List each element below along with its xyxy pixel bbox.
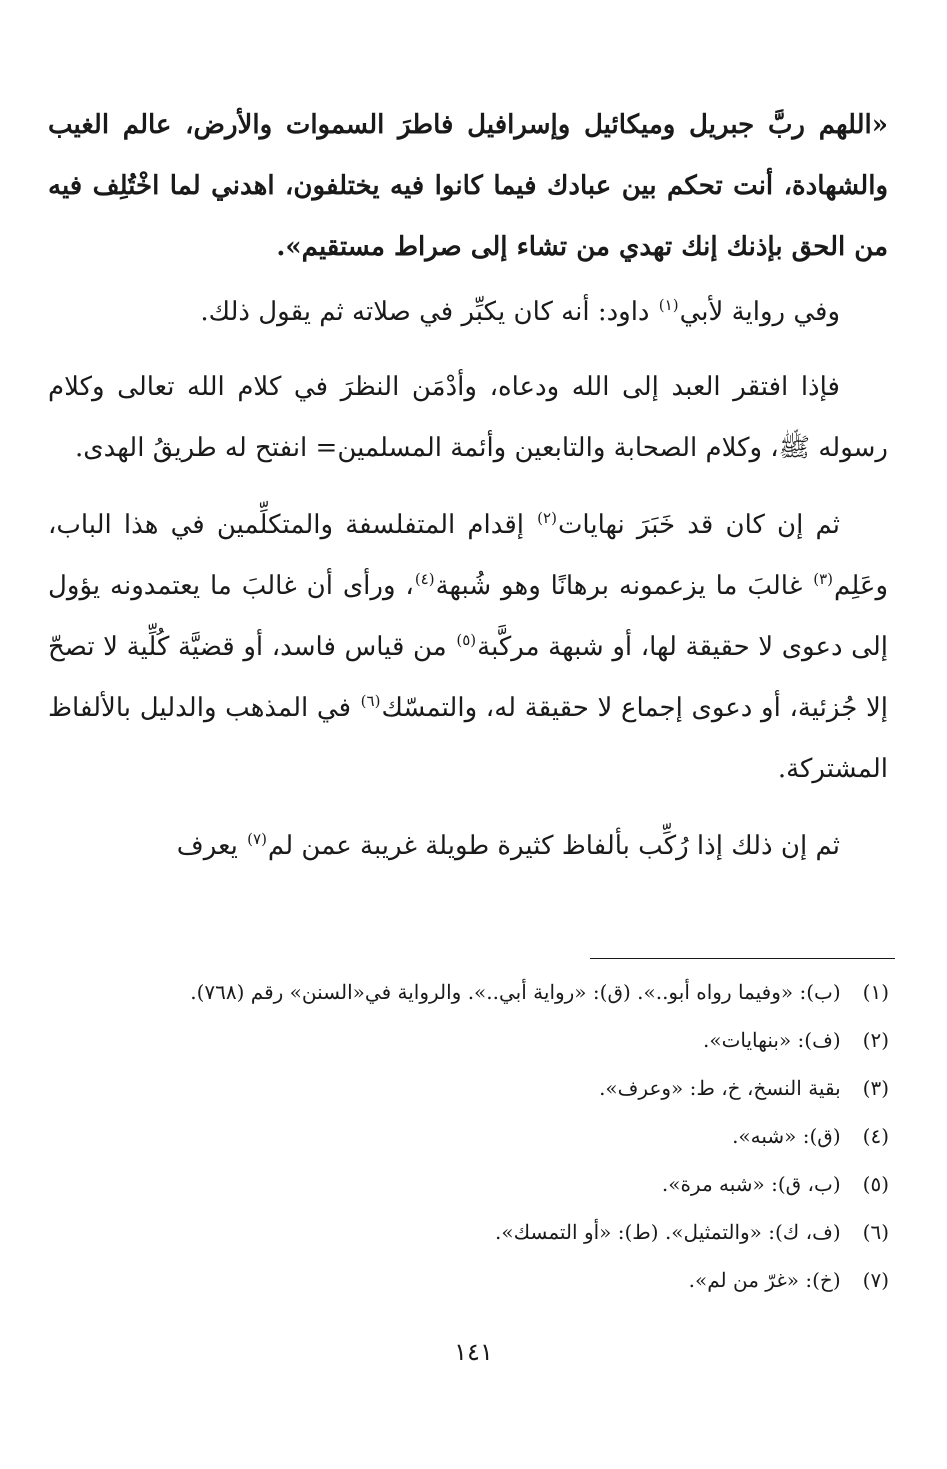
footnote-separator xyxy=(590,958,895,959)
paragraph-continuation xyxy=(48,816,888,877)
main-text xyxy=(48,95,888,877)
footnote-4 xyxy=(69,1112,889,1160)
footnote-ref-2: (٢) xyxy=(537,509,557,528)
paragraph-philosophers xyxy=(48,495,888,800)
text-segment: إقدام المتفلسفة والمتكلِّمين في هذا الباب، وعَلِم xyxy=(48,510,888,601)
footnote-number: (١) xyxy=(862,980,889,1004)
footnote-7 xyxy=(69,1256,889,1304)
footnote-text: (ف، ك): «والتمثيل». (ط): «أو التمسك». xyxy=(495,1220,841,1244)
footnote-ref-7: (٧) xyxy=(247,830,267,849)
footnote-ref-4: (٤) xyxy=(414,570,435,589)
text-segment: في المذهب والدليل بالألفاظ المشتركة. xyxy=(48,693,888,784)
text-segment: داود: أنه كان يكبِّر في صلاته ثم يقول ذلك. xyxy=(200,297,658,327)
footnote-text: (ب، ق): «شبه مرة». xyxy=(661,1172,841,1196)
footnote-number: (٦) xyxy=(862,1220,889,1244)
paragraph-abu-dawud xyxy=(48,282,888,343)
footnote-1 xyxy=(69,968,889,1016)
paragraph-dua: «اللهم ربَّ جبريل وميكائيل وإسرافيل فاطرَ السموات والأرض، عالم الغيب والشهادة، أنت تحكم بين عبادك فيما كانوا فيه يختلفون، اهدني لما اخْتُلِف فيه من الحق بإذنك إنك تهدي من تشاء إلى صراط مستقيم». xyxy=(48,110,888,262)
footnote-3 xyxy=(69,1064,889,1112)
text-segment: من قياس فاسد، أو قضيَّة كُلِّية لا تصحّ إلا جُزئية، أو دعوى إجماع لا حقيقة له، والتمسّك xyxy=(48,632,889,723)
footnote-ref-3: (٣) xyxy=(813,570,834,589)
footnote-5 xyxy=(69,1160,889,1208)
text-segment: ، ورأى أن غالبَ ما يعتمدونه يؤول إلى دعوى لا حقيقة لها، أو شبهة مركَّبة xyxy=(48,571,888,662)
footnote-text: (خ): «غرّ من لم». xyxy=(688,1268,841,1292)
footnotes xyxy=(69,968,889,1304)
text-segment: وفي رواية لأبي xyxy=(679,297,840,327)
footnote-number: (٤) xyxy=(862,1124,889,1148)
footnote-text: (ف): «بنهايات». xyxy=(702,1028,841,1052)
page-number: ١٤١ xyxy=(454,1338,493,1366)
footnote-number: (٢) xyxy=(862,1028,889,1052)
footnote-text: (ق): «شبه». xyxy=(732,1124,841,1148)
footnote-text: (ب): «وفيما رواه أبو..». (ق): «رواية أبي..». والرواية في«السنن» رقم (٧٦٨). xyxy=(190,980,841,1004)
text-segment: يعرف xyxy=(176,831,247,861)
text-segment: غالبَ ما يزعمونه برهانًا وهو شُبهة xyxy=(435,571,813,601)
footnote-ref-5: (٥) xyxy=(456,631,477,650)
footnote-ref-6: (٦) xyxy=(360,692,381,711)
footnote-number: (٧) xyxy=(862,1268,889,1292)
footnote-ref-1: (١) xyxy=(658,296,679,315)
text-segment: ثم إن كان قد خَبَرَ نهايات xyxy=(557,510,840,540)
text-segment: ثم إن ذلك إذا رُكِّب بألفاظ كثيرة طويلة غريبة عمن لم xyxy=(267,831,840,861)
footnote-2 xyxy=(69,1016,889,1064)
footnote-text: بقية النسخ، خ، ط: «وعرف». xyxy=(599,1076,841,1100)
paragraph-guidance: فإذا افتقر العبد إلى الله ودعاه، وأدْمَن النظرَ في كلام الله تعالى وكلام رسوله ﷺ، وكلام الصحابة والتابعين وأئمة المسلمين= انفتح له طريقُ الهدى. xyxy=(48,372,888,463)
footnote-number: (٥) xyxy=(862,1172,889,1196)
footnote-number: (٣) xyxy=(862,1076,889,1100)
footnote-6 xyxy=(69,1208,889,1256)
